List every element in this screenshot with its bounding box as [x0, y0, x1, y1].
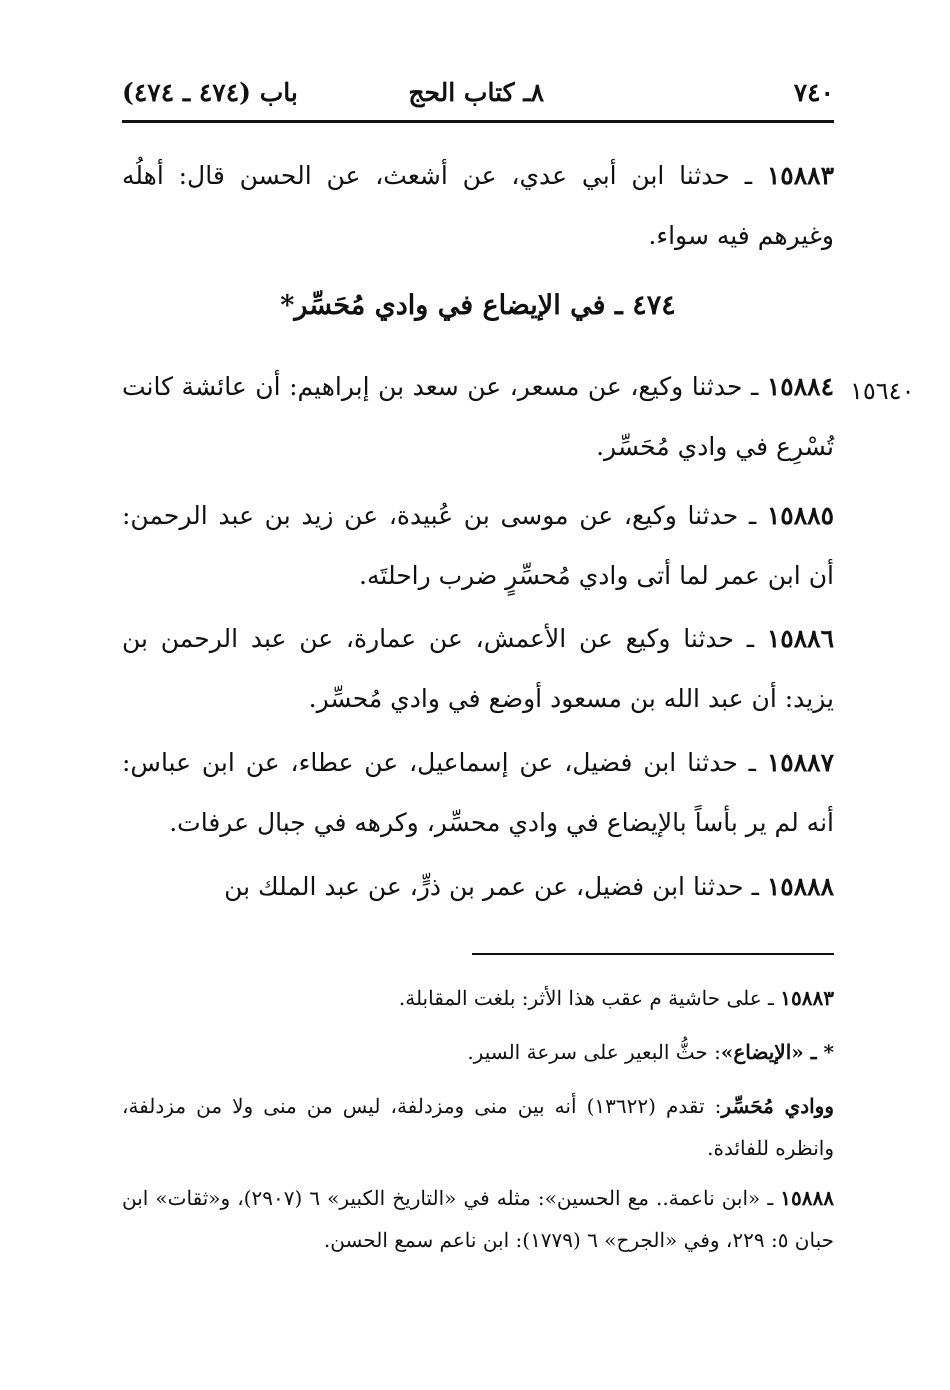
hadith-text: ـ حدثنا ابن أبي عدي، عن أشعث، عن الحسن قال: أهلُه وغيرهم فيه سواء. — [122, 161, 834, 250]
footnote-text: ـ «ابن ناعمة.. مع الحسين»: مثله في «التاريخ الكبير» ٦ (٢٩٠٧)، و«ثقات» ابن حبان ٥: ٢٢٩، وفي «الجرح» ٦ (١٧٧٩): ابن ناعم سمع الحسن. — [122, 1186, 834, 1252]
footnote-muhassir — [122, 1085, 834, 1169]
hadith-number: ١٥٨٨٥ — [766, 501, 834, 530]
margin-reference: ١٥٦٤٠ — [850, 377, 915, 405]
footnote-number: ١٥٨٨٣ — [780, 986, 834, 1010]
hadith-text: ـ حدثنا وكيع، عن موسى بن عُبيدة، عن زيد بن عبد الرحمن: أن ابن عمر لما أتى وادي مُحسِّرٍ ضرب راحلتَه. — [122, 501, 834, 590]
hadith-number: ١٥٨٨٧ — [766, 748, 834, 777]
hadith-number: ١٥٨٨٣ — [766, 161, 834, 190]
hadith-number: ١٥٨٨٨ — [766, 872, 834, 901]
hadith-number: ١٥٨٨٤ — [766, 372, 834, 401]
hadith-text: ـ حدثنا ابن فضيل، عن عمر بن ذرٍّ، عن عبد الملك بن — [224, 872, 767, 901]
book-title: ٨ـ كتاب الحج — [408, 78, 544, 107]
hadith-15883 — [122, 146, 834, 266]
footnote-text: ـ على حاشية م عقب هذا الأثر: بلغت المقابلة. — [398, 986, 781, 1010]
header-rule — [122, 120, 834, 123]
footnote-term: * ـ «الإيضاع» — [720, 1040, 834, 1064]
footnote-idaa — [122, 1031, 834, 1073]
page-header — [122, 78, 834, 114]
hadith-number: ١٥٨٨٦ — [766, 624, 834, 653]
hadith-15884 — [122, 357, 834, 477]
hadith-text: ـ حدثنا وكيع، عن مسعر، عن سعد بن إبراهيم: أن عائشة كانت تُسْرِع في وادي مُحَسِّر. — [122, 372, 834, 461]
footnote-15883 — [122, 977, 834, 1019]
footnote-term: ووادي مُحَسِّر — [721, 1094, 834, 1118]
footnote-15888 — [122, 1177, 834, 1261]
hadith-15886 — [122, 609, 834, 729]
chapter-heading: ٤٧٤ ـ في الإيضاع في وادي مُحَسِّر* — [280, 290, 676, 321]
footnote-number: ١٥٨٨٨ — [780, 1186, 834, 1210]
page-number: ٧٤٠ — [793, 78, 834, 107]
footnote-text: : تقدم (١٣٦٢٢) أنه بين منى ومزدلفة، ليس من منى ولا من مزدلفة، وانظره للفائدة. — [122, 1094, 834, 1160]
footnote-rule — [472, 953, 834, 955]
chapter-range: باب (٤٧٤ ـ ٤٧٤) — [122, 78, 298, 107]
hadith-text: ـ حدثنا وكيع عن الأعمش، عن عمارة، عن عبد الرحمن بن يزيد: أن عبد الله بن مسعود أوضع في وادي مُحسِّر. — [122, 624, 834, 713]
footnote-text: : حثُّ البعير على سرعة السير. — [467, 1040, 721, 1064]
hadith-15888 — [122, 857, 834, 917]
hadith-text: ـ حدثنا ابن فضيل، عن إسماعيل، عن عطاء، عن ابن عباس: أنه لم ير بأساً بالإيضاع في وادي محسِّر، وكرهه في جبال عرفات. — [122, 748, 834, 837]
hadith-15887 — [122, 733, 834, 853]
hadith-15885 — [122, 486, 834, 606]
